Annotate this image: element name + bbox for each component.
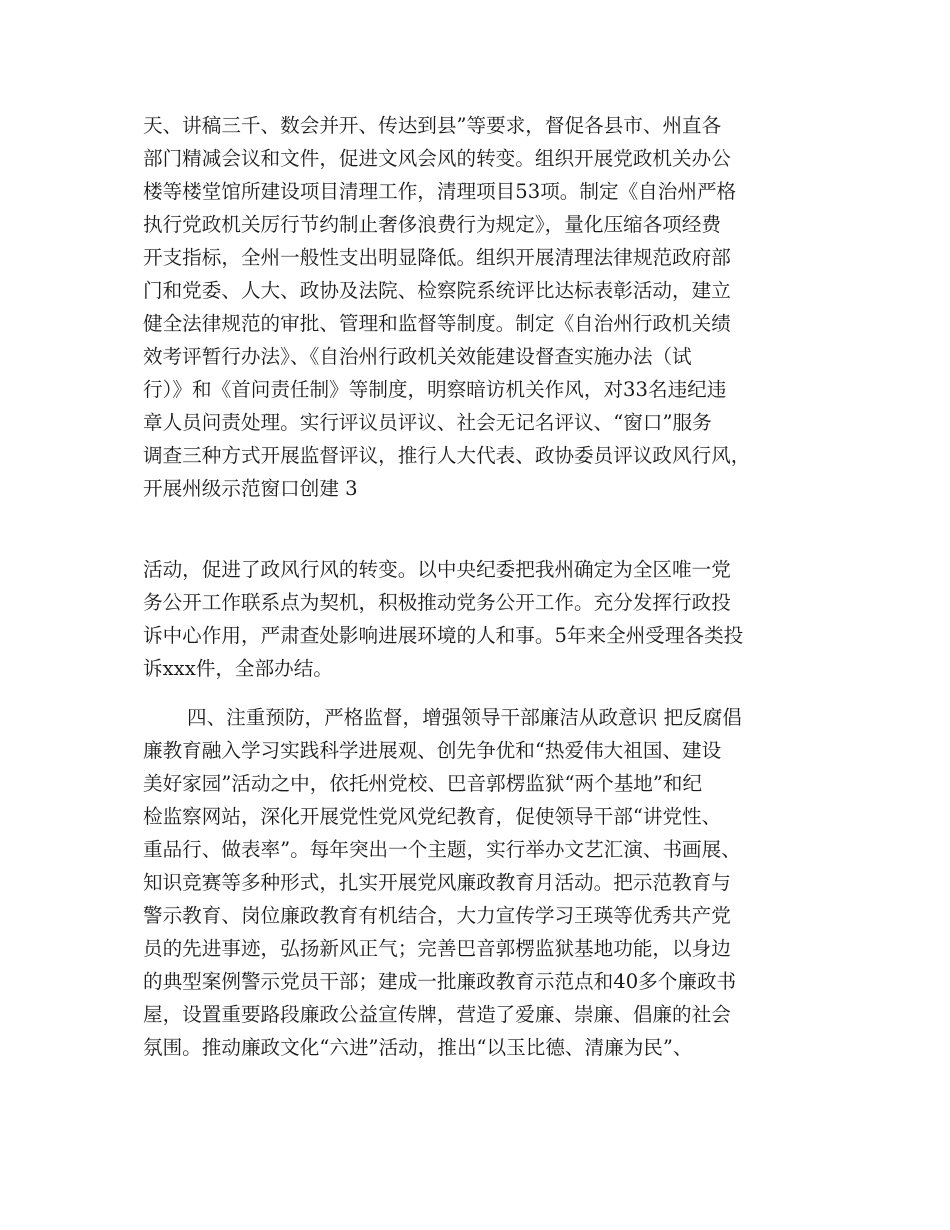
text-line: 天、讲稿三千、数会并开、传达到县”等要求，督促各县市、州直各 — [143, 114, 722, 137]
text-line: 重品行、做表率”。每年突出一个主题，实行举办文艺汇演、书画展、 — [143, 838, 741, 861]
text-line: 务公开工作联系点为契机，积极推动党务公开工作。充分发挥行政投 — [143, 591, 731, 614]
text-line: 廉教育融入学习实践科学进展观、创先争优和“热爱伟大祖国、建设 — [143, 739, 722, 762]
text-line: 章人员问责处理。实行评议员评议、社会无记名评议、“窗口”服务 — [143, 411, 712, 434]
text-line: 氛围。推动廉政文化“六进”活动，推出“以玉比德、清廉为民”、 — [143, 1036, 693, 1059]
paragraph-section-four — [143, 701, 815, 1064]
text-line: 的典型案例警示党员干部；建成一批廉政教育示范点和40多个廉政书 — [143, 970, 737, 993]
text-line: 调查三种方式开展监督评议，推行人大代表、政协委员评议政风行风， — [143, 444, 751, 467]
text-line: 员的先进事迹，弘扬新风正气；完善巴音郭楞监狱基地功能，以身边 — [143, 937, 731, 960]
text-line: 警示教育、岗位廉政教育有机结合，大力宣传学习王瑛等优秀共产党 — [143, 904, 731, 927]
text-line: 诉中心作用，严肃查处影响进展环境的人和事。5年来全州受理各类投 — [143, 624, 744, 647]
text-line: 部门精减会议和文件，促进文风会风的转变。组织开展党政机关办公 — [143, 147, 731, 170]
text-line: 楼等楼堂馆所建设项目清理工作，清理项目53项。制定《自治州严格 — [143, 180, 737, 203]
text-line: 美好家园”活动之中，依托州党校、巴音郭楞监狱“两个基地”和纪 — [143, 772, 703, 795]
text-line: 检监察网站，深化开展党性党风党纪教育，促使领导干部“讲党性、 — [143, 805, 722, 828]
text-line: 诉xxx件，全部办结。 — [143, 657, 333, 680]
text-line: 健全法律规范的审批、管理和监督等制度。制定《自治州行政机关绩 — [143, 312, 731, 335]
text-line: 门和党委、人大、政协及法院、检察院系统评比达标表彰活动，建立 — [143, 279, 731, 302]
text-line: 效考评暂行办法》、《自治州行政机关效能建设督查实施办法（试 — [143, 345, 692, 368]
paragraph-work-style — [143, 109, 815, 505]
text-line: 开展州级示范窗口创建 3 — [143, 477, 358, 500]
text-line: 执行党政机关厉行节约制止奢侈浪费行为规定》，量化压缩各项经费 — [143, 213, 722, 236]
paragraph-party-affairs — [143, 553, 815, 685]
text-line: 开支指标，全州一般性支出明显降低。组织开展清理法律规范政府部 — [143, 246, 731, 269]
text-line: 活动，促进了政风行风的转变。以中央纪委把我州确定为全区唯一党 — [143, 558, 731, 581]
text-line: 屋，设置重要路段廉政公益宣传牌，营造了爱廉、崇廉、倡廉的社会 — [143, 1003, 731, 1026]
text-line: 行）》和《首问责任制》等制度，明察暗访机关作风，对33名违纪违 — [143, 378, 727, 401]
section-heading-line: 四、注重预防，严格监督，增强领导干部廉洁从政意识 把反腐倡 — [187, 706, 742, 729]
text-line: 知识竞赛等多种形式，扎实开展党风廉政教育月活动。把示范教育与 — [143, 871, 731, 894]
